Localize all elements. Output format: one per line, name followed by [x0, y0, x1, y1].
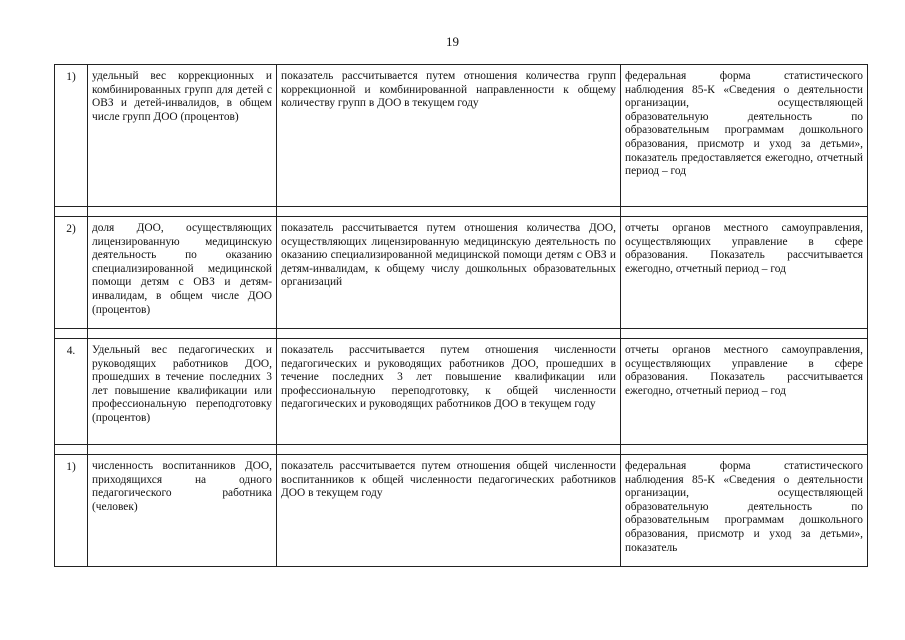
indicator-cell: [88, 217, 277, 329]
table-row: [55, 455, 868, 567]
indicator-cell: [88, 455, 277, 567]
row-number: 2): [55, 217, 88, 329]
row-divider: [55, 329, 868, 339]
row-number: 4.: [55, 339, 88, 445]
indicator-text: удельный вес коррекционных и комбинированных групп для детей с ОВЗ и детей-инвалидов, в общем числе групп ДОО (процентов): [92, 70, 272, 123]
row-divider: [55, 445, 868, 455]
row-number: 1): [55, 65, 88, 207]
source-cell: [621, 65, 868, 207]
method-text: показатель рассчитывается путем отношения количества групп коррекционной и комбинированной направленности к общему количеству групп в ДОО в текущем году: [281, 70, 616, 110]
row-number: 1): [55, 455, 88, 567]
row-divider: [55, 207, 868, 217]
method-cell: [277, 217, 621, 329]
source-text: федеральная форма статистического наблюдения 85-К «Сведения о деятельности организации, осуществляющей образовательную деятельность по образовательным программам дошкольного образования, присмотр и уход за детьми», показатель: [625, 460, 863, 554]
table-row: [55, 217, 868, 329]
source-text: отчеты органов местного самоуправления, осуществляющих управление в сфере образования. Показатель рассчитывается ежегодно, отчетный период – год: [625, 222, 863, 275]
indicator-text: численность воспитанников ДОО, приходящихся на одного педагогического работника (человек): [92, 460, 272, 513]
indicators-table: [54, 64, 868, 567]
source-cell: [621, 455, 868, 567]
source-text: отчеты органов местного самоуправления, осуществляющих управление в сфере образования. Показатель рассчитывается ежегодно, отчетный период – год: [625, 344, 863, 397]
method-cell: [277, 455, 621, 567]
method-cell: [277, 339, 621, 445]
indicator-text: доля ДОО, осуществляющих лицензированную медицинскую деятельность по оказанию специализированной медицинской помощи детям с ОВЗ и детям-инвалидам, в общем числе ДОО (процентов): [92, 222, 272, 316]
table-row: [55, 339, 868, 445]
indicator-cell: [88, 65, 277, 207]
source-cell: [621, 217, 868, 329]
table-row: [55, 65, 868, 207]
method-cell: [277, 65, 621, 207]
method-text: показатель рассчитывается путем отношения численности педагогических и руководящих работников ДОО, прошедших в течение последних 3 лет повышение квалификации или профессиональную переподготовку, к общей численности педагогических и руководящих работников ДОО в текущем году: [281, 344, 616, 411]
page-number: 19: [446, 34, 459, 49]
method-text: показатель рассчитывается путем отношения общей численности воспитанников к общей численности педагогических работников ДОО в текущем году: [281, 460, 616, 500]
indicator-text: Удельный вес педагогических и руководящих работников ДОО, прошедших в течение последних 3 лет повышение квалификации или профессиональную переподготовку (процентов): [92, 344, 272, 424]
source-cell: [621, 339, 868, 445]
method-text: показатель рассчитывается путем отношения количества ДОО, осуществляющих лицензированную медицинскую деятельность по оказанию специализированной медицинской помощи детям с ОВЗ и детям-инвалидам, к общему числу дошкольных образовательных организаций: [281, 222, 616, 289]
indicator-cell: [88, 339, 277, 445]
source-text: федеральная форма статистического наблюдения 85-К «Сведения о деятельности организации, осуществляющей образовательную деятельность по образовательным программам дошкольного образования, присмотр и уход за детьми», показатель предоставляется ежегодно, отчетный период – год: [625, 70, 863, 178]
